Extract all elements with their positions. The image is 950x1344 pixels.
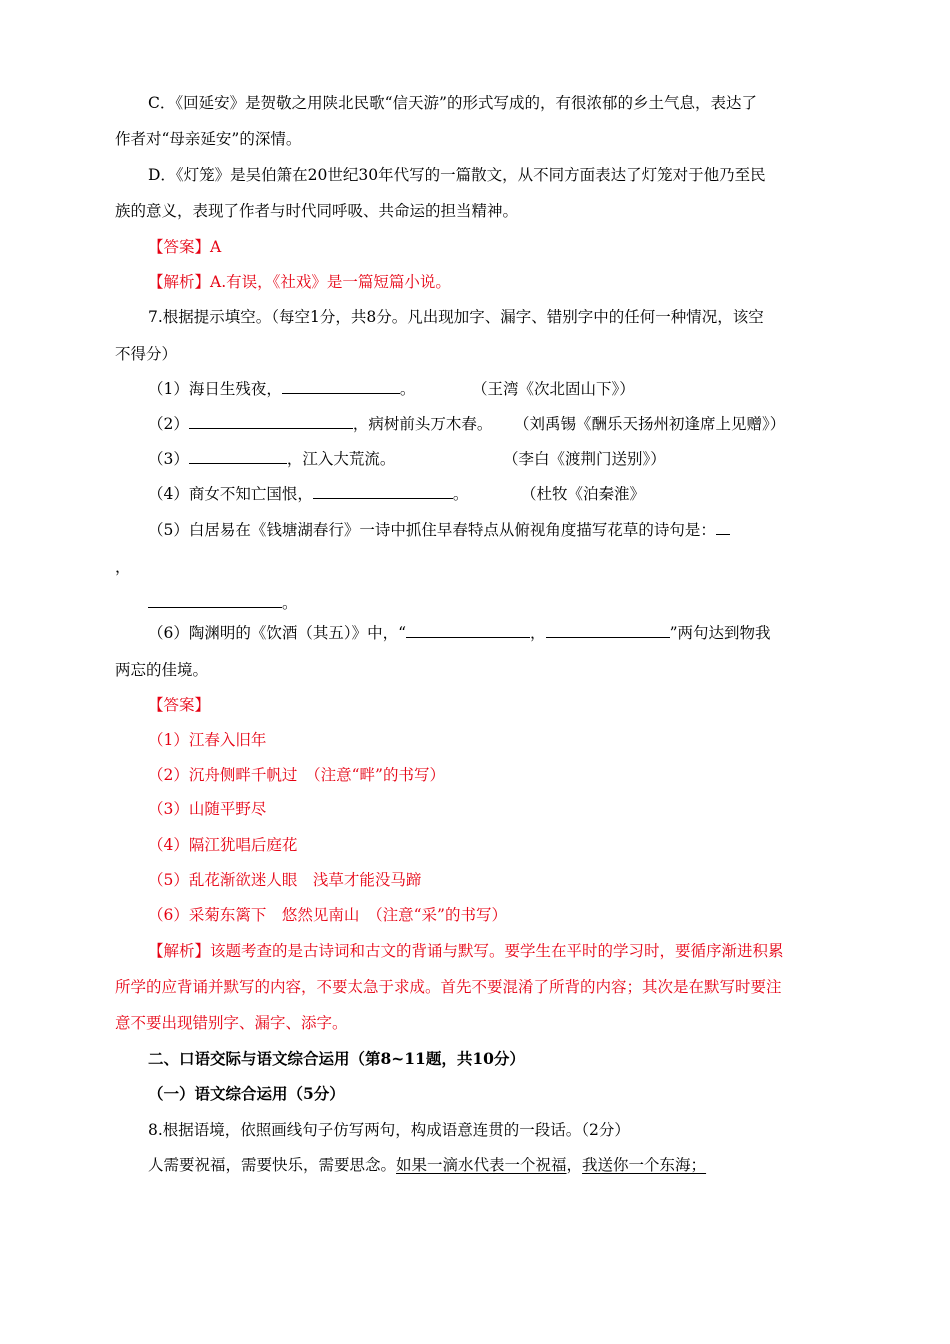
q7-answer-item: （1）江春入旧年 [148, 731, 267, 749]
q7-item-5-second-blank [148, 592, 298, 614]
q7-item5-comma: ， [115, 558, 131, 576]
q8-context-prefix: 人需要祝福，需要快乐，需要思念。 [148, 1156, 397, 1174]
q7-stem-line2: 不得分） [115, 345, 178, 363]
q7-answer-item: （3）山随平野尽 [148, 800, 267, 818]
q7-item1-suffix: 。 [399, 380, 416, 398]
q7-answer-item: （5）乱花渐欲迷人眼 浅草才能没马蹄 [148, 871, 422, 889]
q8-stem: 8.根据语境，依照画线句子仿写两句，构成语意连贯的一段话。（2分） [148, 1121, 630, 1139]
option-c-line2: 作者对“母亲延安”的深情。 [115, 130, 302, 148]
q7-stem-line1: 7.根据提示填空。（每空1分，共8分。凡出现加字、漏字、错别字中的任何一种情况，该空 [148, 308, 764, 326]
q7-item6-prefix: （6）陶渊明的《饮酒（其五）》中，“ [148, 624, 407, 642]
q7-analysis-line3: 意不要出现错别字、漏字、添字。 [115, 1014, 348, 1032]
q7-answer-item: （2）沉舟侧畔千帆过 （注意“畔”的书写） [148, 766, 445, 784]
underlined-sentence-1: 如果一滴水代表一个祝福 [396, 1156, 567, 1174]
q7-item-2 [148, 413, 492, 435]
q7-item2-prefix: （2） [148, 415, 189, 433]
q7-answer-item: （4）隔江犹唱后庭花 [148, 836, 298, 854]
q7-item3-source: （李白《渡荆门送别》） [503, 450, 666, 468]
q7-item5-end: 。 [282, 594, 298, 612]
q7-item-1 [148, 378, 415, 400]
q7-item6-mid: ， [530, 624, 546, 642]
option-c-line1: C．《回延安》是贺敬之用陕北民歌“信天游”的形式写成的，有很浓郁的乡土气息，表达了 [148, 94, 757, 112]
q7-item3-suffix: ，江入大荒流。 [286, 450, 396, 468]
q7-item-3 [148, 448, 395, 470]
answer-blank[interactable] [189, 413, 353, 429]
answer-blank[interactable] [716, 519, 730, 535]
q7-item2-suffix: ，病树前头万木春。 [352, 415, 493, 433]
q7-item4-prefix: （4）商女不知亡国恨， [148, 485, 313, 503]
q6-answer: 【答案】A [148, 238, 222, 256]
q7-answer-label: 【答案】 [148, 696, 211, 714]
q8-context [148, 1154, 706, 1176]
q7-analysis-line1: 【解析】该题考查的是古诗词和古文的背诵与默写。要学生在平时的学习时，要循序渐进积累 [148, 942, 784, 960]
section-sub-heading: （一）语文综合运用（5分） [148, 1084, 345, 1103]
option-d-line1: D．《灯笼》是吴伯箫在20世纪30年代写的一篇散文，从不同方面表达了灯笼对于他乃至民 [148, 166, 766, 184]
answer-blank[interactable] [189, 448, 287, 464]
answer-blank[interactable] [313, 483, 453, 499]
q7-item6-line2: 两忘的佳境。 [115, 661, 209, 679]
q7-item3-prefix: （3） [148, 450, 189, 468]
q7-item-5 [148, 519, 730, 541]
q7-item4-suffix: 。 [452, 485, 469, 503]
q7-item4-source: （杜牧《泊秦淮》 [521, 485, 646, 503]
underlined-sentence-2: 我送你一个东海； [582, 1156, 707, 1174]
option-d-line2: 族的意义，表现了作者与时代同呼吸、共命运的担当精神。 [115, 202, 519, 220]
answer-blank[interactable] [282, 378, 400, 394]
answer-blank[interactable] [148, 592, 282, 608]
q7-item5-text: （5）白居易在《钱塘湖春行》一诗中抓住早春特点从俯视角度描写花草的诗句是： [148, 521, 716, 539]
q6-analysis: 【解析】A.有误，《社戏》是一篇短篇小说。 [148, 273, 451, 291]
q7-item-6 [148, 622, 771, 644]
q7-item2-source: （刘禹锡《酬乐天扬州初逢席上见赠》） [514, 415, 786, 433]
q7-item6-suffix: ”两句达到物我 [669, 624, 771, 642]
section-heading: 二、口语交际与语文综合运用（第8~11题，共10分） [148, 1049, 525, 1068]
q7-answer-item: （6）采菊东篱下 悠然见南山 （注意“采”的书写） [148, 906, 507, 924]
q7-item1-prefix: （1）海日生残夜， [148, 380, 282, 398]
q7-item-4 [148, 483, 468, 505]
answer-blank[interactable] [546, 622, 670, 638]
q7-item1-source: （王湾《次北固山下》） [472, 380, 635, 398]
q8-context-comma: ， [566, 1156, 583, 1174]
q7-analysis-line2: 所学的应背诵并默写的内容，不要太急于求成。首先不要混淆了所背的内容；其次是在默写时要注 [115, 978, 782, 996]
answer-blank[interactable] [406, 622, 530, 638]
